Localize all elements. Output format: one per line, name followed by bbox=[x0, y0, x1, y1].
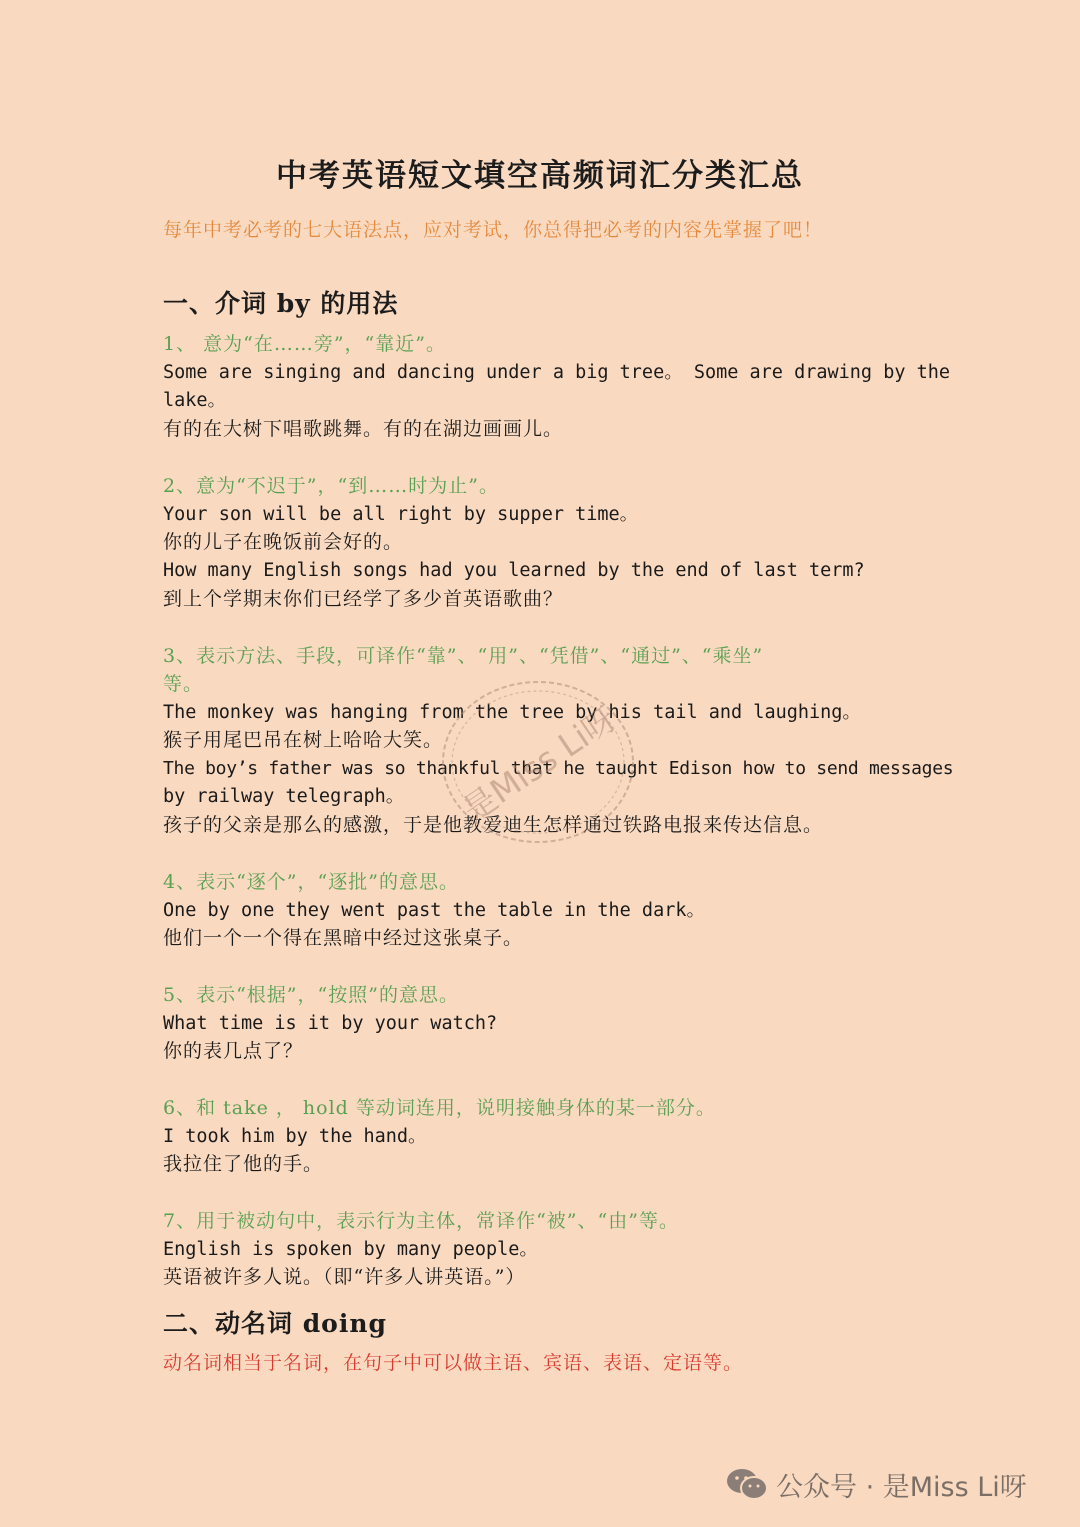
item-heading-continued: 等。 bbox=[163, 673, 204, 695]
footer-watermark bbox=[726, 1462, 1027, 1506]
example-english: Some are singing and dancing under a big tree。 Some are drawing by the bbox=[163, 362, 951, 383]
example-english: What time is it by your watch? bbox=[163, 1013, 498, 1034]
example-chinese: 你的儿子在晚饭前会好的。 bbox=[163, 531, 404, 553]
page-subtitle: 每年中考必考的七大语法点，应对考试，你总得把必考的内容先掌握了吧！ bbox=[163, 219, 824, 241]
example-english: Your son will be all right by supper time。 bbox=[163, 504, 639, 525]
example-chinese: 猴子用尾巴吊在树上哈哈大笑。 bbox=[163, 729, 444, 751]
example-english: The monkey was hanging from the tree by his tail and laughing。 bbox=[163, 702, 861, 723]
section-note: 动名词相当于名词，在句子中可以做主语、宾语、表语、定语等。 bbox=[163, 1352, 744, 1374]
item-heading: 1、 意为“在……旁”，“靠近”。 bbox=[163, 333, 446, 355]
example-english: One by one they went past the table in the dark。 bbox=[163, 900, 705, 921]
stamp-text: 是Miss Li呀 bbox=[455, 698, 624, 830]
example-chinese: 有的在大树下唱歌跳舞。有的在湖边画画儿。 bbox=[163, 418, 564, 440]
example-chinese: 你的表几点了？ bbox=[163, 1040, 304, 1062]
example-english: lake。 bbox=[163, 390, 227, 411]
item-heading: 2、意为“不迟于”，“到……时为止”。 bbox=[163, 475, 499, 497]
item-heading: 6、和 take ， hold 等动词连用，说明接触身体的某一部分。 bbox=[163, 1097, 716, 1119]
example-chinese: 到上个学期末你们已经学了多少首英语歌曲？ bbox=[163, 588, 564, 610]
example-chinese: 他们一个一个得在黑暗中经过这张桌子。 bbox=[163, 927, 524, 949]
section-heading-gerund: 二、动名词 doing bbox=[163, 1309, 388, 1338]
example-english: English is spoken by many people。 bbox=[163, 1239, 538, 1260]
example-chinese: 英语被许多人说。（即“许多人讲英语。”） bbox=[163, 1266, 526, 1288]
page-title: 中考英语短文填空高频词汇分类汇总 bbox=[276, 158, 804, 194]
wechat-icon bbox=[726, 1467, 768, 1501]
item-heading: 3、表示方法、手段，可译作“靠”、“用”、“凭借”、“通过”、“乘坐” bbox=[163, 645, 764, 667]
item-heading: 7、用于被动句中，表示行为主体，常译作“被”、“由”等。 bbox=[163, 1210, 679, 1232]
section-heading-by: 一、介词 by 的用法 bbox=[163, 289, 399, 318]
example-chinese: 孩子的父亲是那么的感激，于是他教爱迪生怎样通过铁路电报来传达信息。 bbox=[163, 814, 824, 836]
item-heading: 4、表示“逐个”，“逐批”的意思。 bbox=[163, 871, 459, 893]
footer-text: 公众号 · 是Miss Li呀 bbox=[776, 1471, 1027, 1503]
example-english: The boy’s father was so thankful that he taught Edison how to send messages bbox=[163, 758, 954, 779]
example-english: by railway telegraph。 bbox=[163, 786, 405, 807]
example-chinese: 我拉住了他的手。 bbox=[163, 1153, 324, 1175]
example-english: How many English songs had you learned by the end of last term? bbox=[163, 560, 865, 581]
example-english: I took him by the hand。 bbox=[163, 1126, 427, 1147]
item-heading: 5、表示“根据”，“按照”的意思。 bbox=[163, 984, 459, 1006]
watermark-stamp bbox=[438, 676, 638, 848]
